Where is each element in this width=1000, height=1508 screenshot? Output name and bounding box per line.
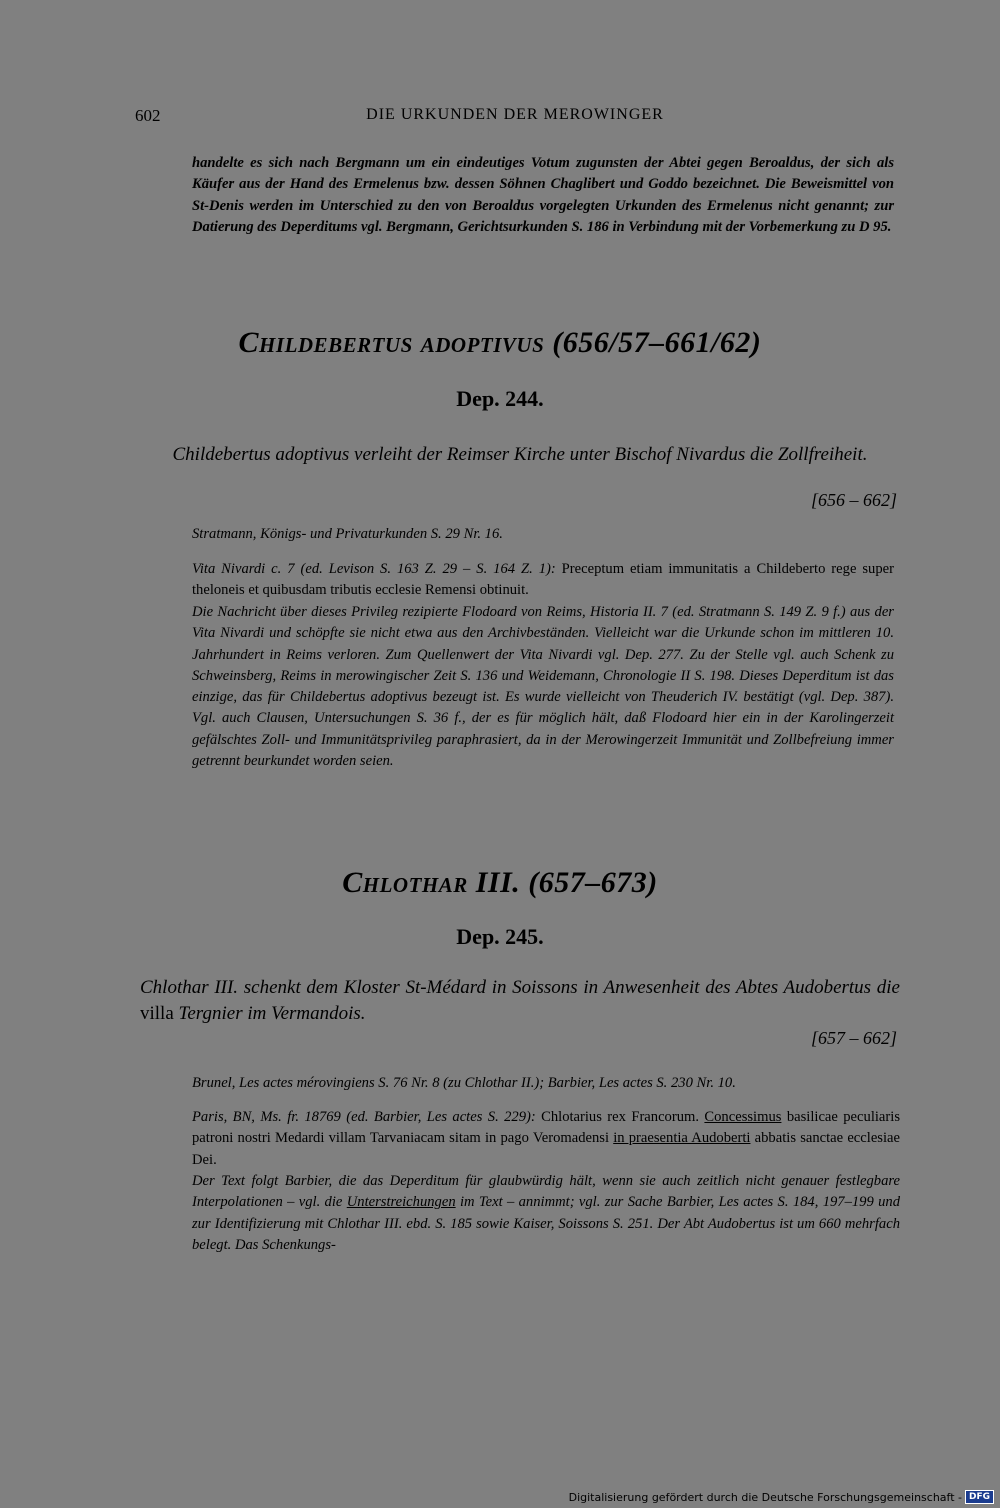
dep-245-summary-part-a: Chlothar III. schenkt dem Kloster St-Médard in Soissons in Anwesenheit des Abtes Audobertus die: [140, 977, 900, 998]
intro-paragraph: handelte es sich nach Bergmann um ein eindeutiges Votum zugunsten der Abtei gegen Beroaldus, der sich als Käufer aus der Hand des Ermelenus bzw. dessen Söhnen Chaglibert und Goddo bezeichnet. Die Beweismittel von St-Denis werden im Unterschied zu den von Beroaldus vorgelegten Urkunden des Ermelenus nicht genannt; zur Datierung des Deperditums vgl. Bergmann, Gerichtsurkunden S. 186 in Verbindung mit der Vorbemerkung zu D 95.: [192, 155, 894, 235]
dep-245-summary-part-b: Tergnier im Vermandois.: [173, 1003, 366, 1024]
dep-245-source-text-2: basilicae peculiaris patroni nostri Medardi villam Tarvaniacam sitam in pago Veromadensi: [192, 1109, 900, 1147]
digitization-footer: [569, 1490, 994, 1504]
dep-245-summary: [140, 975, 900, 1027]
dep-245-source-underline-2: in praesentia Audoberti: [613, 1130, 751, 1147]
dep-245-date: [657 – 662]: [810, 1028, 897, 1048]
dep-245-heading: Dep. 245.: [456, 924, 544, 949]
dep-244-commentary: Die Nachricht über dieses Privileg rezipierte Flodoard von Reims, Historia II. 7 (ed. Stratmann S. 149 Z. 9 f.) aus der Vita Nivardi und schöpfte sie nicht etwa aus den Archivbeständen. Vielleicht war die Urkunde schon im mittleren 10. Jahrhundert in Reims verloren. Zum Quellenwert der Vita Nivardi vgl. Dep. 277. Zu der Stelle vgl. auch Schenk zu Schweinsberg, Reims in merowingischer Zeit S. 136 und Weidemann, Chronologie II S. 198. Dieses Deperditum ist das einzige, das für Childebertus adoptivus bezeugt ist. Es wurde vielleicht von Theuderich IV. bestätigt (vgl. Dep. 387). Vgl. auch Clausen, Untersuchungen S. 36 f., der es für möglich hält, daß Flodoard hier ein in der Karolingerzeit gefälschtes Zoll- und Immunitätsprivileg paraphrasiert, da in der Merowingerzeit Immunität und Zollbefreiung immer getrennt beurkundet worden seien.: [192, 604, 894, 770]
dep-244-reference: Stratmann, Königs- und Privaturkunden S. 29 Nr. 16.: [192, 526, 503, 542]
section-title-childebertus: Childebertus adoptivus (656/57–661/62): [238, 326, 762, 359]
dep-245-commentary-underline: Unterstreichungen: [346, 1194, 456, 1211]
dep-245-commentary-part-1: Der Text folgt Barbier, die das Deperditum für glaubwürdig hält, wenn sie auch zeitlich nicht genauer festlegbare Interpolationen – vgl. die: [192, 1173, 900, 1211]
page-number: 602: [135, 106, 161, 125]
dep-245-summary-villa: villa: [140, 1003, 174, 1024]
dep-245-reference: Brunel, Les actes mérovingiens S. 76 Nr. 8 (zu Chlothar II.); Barbier, Les actes S. 230 Nr. 10.: [192, 1075, 736, 1091]
dep-245-source-citation: Paris, BN, Ms. fr. 18769 (ed. Barbier, Les actes S. 229):: [192, 1109, 536, 1125]
dep-245-source: [192, 1107, 900, 1171]
dep-244-source-text: Preceptum etiam immunitatis a Childeberto rege super theloneis et quibusdam tributis ecclesie Remensi obtinuit.: [192, 561, 894, 599]
dep-245-source-text-1: Chlotarius rex Francorum.: [535, 1109, 705, 1125]
dep-245-commentary: [192, 1171, 900, 1256]
running-title: DIE URKUNDEN DER MEROWINGER: [366, 106, 664, 123]
dep-244-source: [192, 559, 894, 602]
dep-244-summary: Childebertus adoptivus verleiht der Reimser Kirche unter Bischof Nivardus die Zollfreiheit.: [172, 444, 868, 465]
dep-244-heading: Dep. 244.: [456, 386, 544, 411]
dep-245-source-text-3: abbatis sanctae ecclesiae Dei.: [192, 1130, 900, 1168]
section-title-chlothar: Chlothar III. (657–673): [342, 866, 658, 899]
footer-text: Digitalisierung gefördert durch die Deutsche Forschungsgemeinschaft -: [568, 1490, 962, 1504]
dfg-logo-icon: DFG: [965, 1490, 994, 1504]
dep-244-source-citation: Vita Nivardi c. 7 (ed. Levison S. 163 Z. 29 – S. 164 Z. 1):: [192, 561, 556, 577]
dep-245-source-underline-1: Concessimus: [704, 1109, 782, 1125]
dep-244-date: [656 – 662]: [810, 490, 897, 510]
dep-245-commentary-part-2: im Text – annimmt; vgl. zur Sache Barbier, Les actes S. 184, 197–199 und zur Identifizierung mit Chlothar III. ebd. S. 185 sowie Kaiser, Soissons S. 251. Der Abt Audobertus ist um 660 mehrfach belegt. Das Schenkungs-: [192, 1194, 901, 1253]
page-header: [135, 106, 895, 130]
